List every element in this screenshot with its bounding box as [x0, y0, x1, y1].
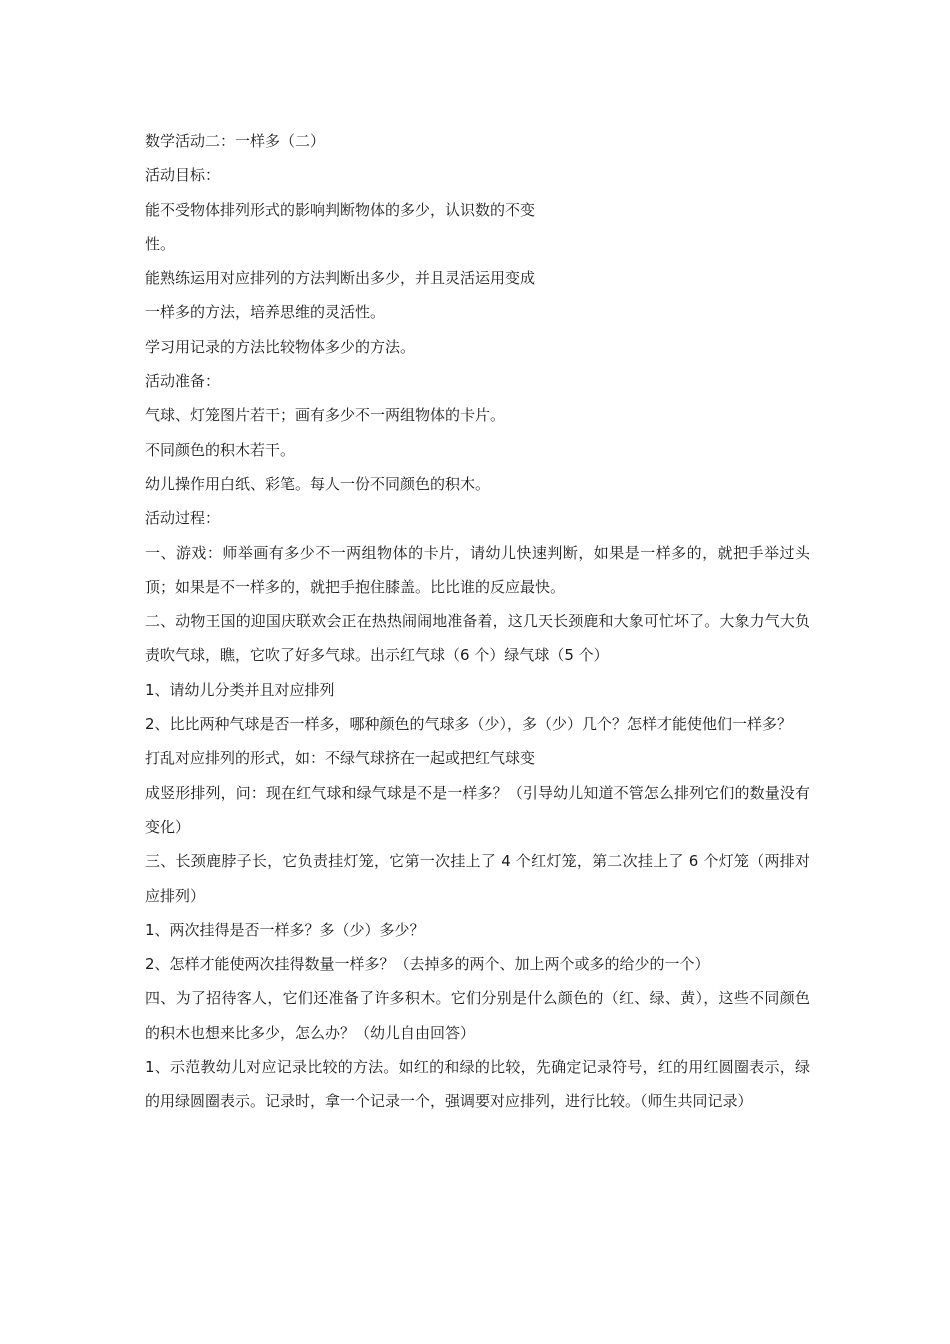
goal-2-line-2: 一样多的方法，培养思维的灵活性。 — [145, 303, 386, 322]
step-4: 四、为了招待客人，它们还准备了许多积木。它们分别是什么颜色的（红、绿、黄），这些不同颜色的积木也想来比多少，怎么办？（幼儿自由回答） — [145, 989, 810, 1042]
step-2-2: 2、比比两种气球是否一样多，哪种颜色的气球多（少），多（少）几个？怎样才能使他们一样多？ — [145, 715, 793, 734]
document-body — [145, 124, 810, 1119]
process-heading: 活动过程： — [145, 509, 221, 528]
prep-item-2: 不同颜色的积木若干。 — [145, 440, 296, 459]
prep-item-1: 气球、灯笼图片若干；画有多少不一两组物体的卡片。 — [145, 406, 506, 425]
step-1: 一、游戏：师举画有多少不一两组物体的卡片，请幼儿快速判断，如果是一样多的，就把手举过头顶；如果是不一样多的，就把手抱住膝盖。比比谁的反应最快。 — [145, 543, 810, 596]
goal-2-line-1: 能熟练运用对应排列的方法判断出多少，并且灵活运用变成 — [145, 269, 536, 288]
step-3-1: 1、两次挂得是否一样多？多（少）多少？ — [145, 920, 425, 939]
step-3: 三、长颈鹿脖子长，它负责挂灯笼，它第一次挂上了 4 个红灯笼，第二次挂上了 6 个灯笼（两排对应排列） — [145, 852, 810, 905]
goal-3: 学习用记录的方法比较物体多少的方法。 — [145, 337, 416, 356]
prep-item-3: 幼儿操作用白纸、彩笔。每人一份不同颜色的积木。 — [145, 474, 491, 493]
step-2-1: 1、请幼儿分类并且对应排列 — [145, 680, 335, 699]
step-2: 二、动物王国的迎国庆联欢会正在热热闹闹地准备着，这几天长颈鹿和大象可忙坏了。大象力气大负责吹气球，瞧，它吹了好多气球。出示红气球（6 个）绿气球（5 个） — [145, 612, 810, 665]
step-2-3-line-2: 成竖形排列，问：现在红气球和绿气球是不是一样多？（引导幼儿知道不管怎么排列它们的数量没有变化） — [145, 783, 810, 836]
step-4-1: 1、示范教幼儿对应记录比较的方法。如红的和绿的比较，先确定记录符号，红的用红圆圈表示，绿的用绿圆圈表示。记录时，拿一个记录一个，强调要对应排列，进行比较。（师生共同记录） — [145, 1058, 810, 1111]
step-2-3-line-1: 打乱对应排列的形式，如：不绿气球挤在一起或把红气球变 — [145, 749, 536, 768]
goal-1-line-2: 性。 — [145, 234, 176, 253]
goal-1-line-1: 能不受物体排列形式的影响判断物体的多少，认识数的不变 — [145, 200, 536, 219]
goals-heading: 活动目标： — [145, 166, 221, 185]
prep-heading: 活动准备： — [145, 372, 221, 391]
document-title: 数学活动二：一样多（二） — [145, 132, 326, 150]
step-3-2: 2、怎样才能使两次挂得数量一样多？（去掉多的两个、加上两个或多的给少的一个） — [145, 955, 710, 974]
